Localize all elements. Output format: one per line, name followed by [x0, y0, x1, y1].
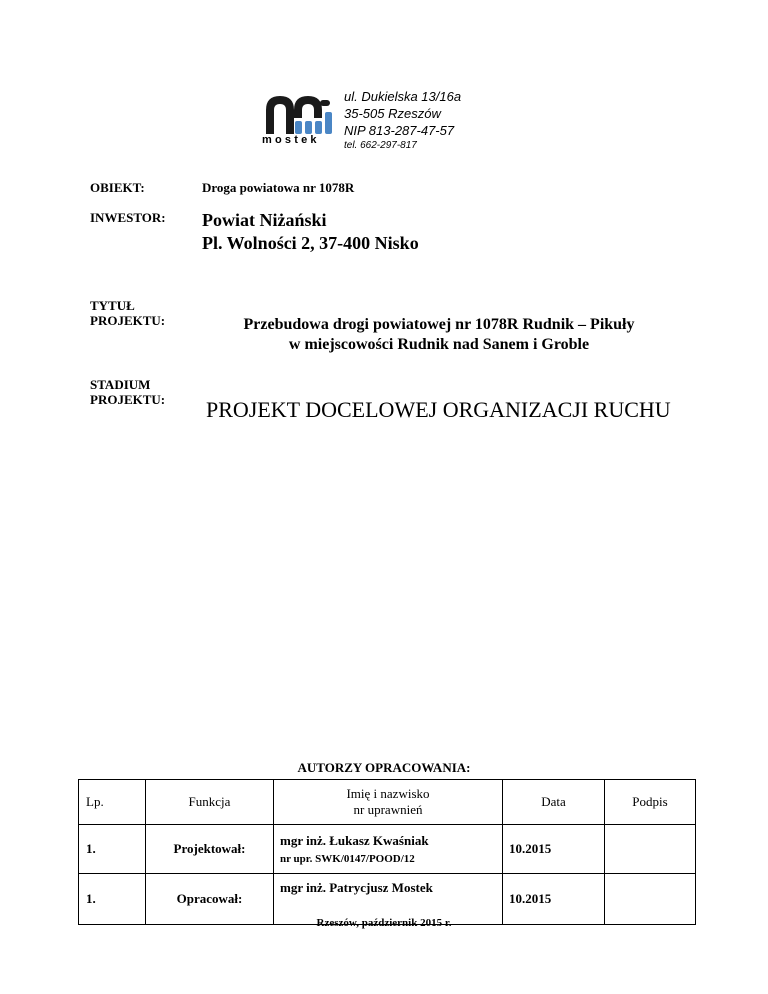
project-stage-value: PROJEKT DOCELOWEJ ORGANIZACJI RUCHU — [206, 397, 671, 422]
col-signature: Podpis — [605, 780, 696, 825]
authors-table-header — [79, 780, 696, 825]
investor-name: Powiat Niżański — [202, 210, 327, 230]
row-lp: 1. — [79, 825, 146, 874]
col-name-line-1: Imię i nazwisko — [346, 786, 430, 801]
authors-table — [78, 779, 696, 925]
address-nip: NIP 813-287-47-57 — [344, 123, 455, 138]
stage-label-1: STADIUM — [90, 377, 151, 392]
title-label-1: TYTUŁ — [90, 298, 135, 313]
title-label-2: PROJEKTU: — [90, 313, 166, 328]
row-date: 10.2015 — [503, 874, 605, 925]
row-date: 10.2015 — [503, 825, 605, 874]
row-function: Projektował: — [146, 825, 274, 874]
address-city: 35-505 Rzeszów — [344, 106, 441, 121]
address-tel: tel. 662-297-817 — [344, 140, 417, 151]
row-lp: 1. — [79, 874, 146, 925]
object-value: Droga powiatowa nr 1078R — [202, 180, 355, 195]
row-function: Opracował: — [146, 874, 274, 925]
investor-label: INWESTOR: — [90, 210, 166, 225]
row-name-cell — [274, 825, 503, 874]
address-street: ul. Dukielska 13/16a — [344, 89, 462, 104]
table-row — [79, 825, 696, 874]
row-name: mgr inż. Łukasz Kwaśniak — [280, 833, 429, 848]
mostek-logo-mark — [264, 92, 334, 136]
project-title-line-2: w miejscowości Rudnik nad Sanem i Groble — [288, 336, 590, 353]
col-name-line-2: nr uprawnień — [353, 802, 423, 817]
row-signature — [605, 825, 696, 874]
footer-place-date: Rzeszów, październik 2015 r. — [316, 917, 452, 929]
authors-heading: AUTORZY OPRACOWANIA: — [297, 760, 471, 775]
col-name — [274, 780, 503, 825]
row-name: mgr inż. Patrycjusz Mostek — [280, 880, 433, 895]
object-label: OBIEKT: — [90, 180, 145, 195]
col-function: Funkcja — [146, 780, 274, 825]
project-title-line-1: Przebudowa drogi powiatowej nr 1078R Rudnik – Pikuły — [243, 316, 635, 333]
stage-label-2: PROJEKTU: — [90, 392, 166, 407]
investor-address: Pl. Wolności 2, 37-400 Nisko — [202, 233, 419, 253]
col-lp: Lp. — [79, 780, 146, 825]
row-license: nr upr. SWK/0147/POOD/12 — [280, 853, 415, 865]
logo-wordmark: mostek — [262, 134, 320, 146]
col-date: Data — [503, 780, 605, 825]
